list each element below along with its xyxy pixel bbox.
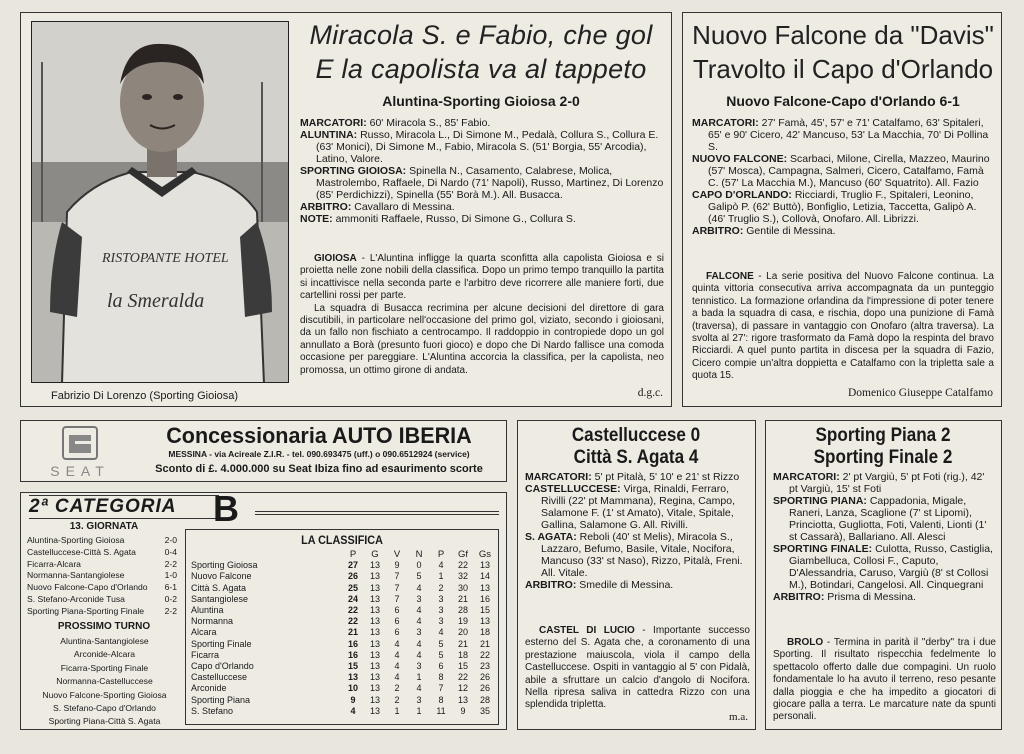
stat-cell: 13 <box>369 571 380 582</box>
report-line: NUOVO FALCONE: Scarbaci, Milone, Cirella, Mazzeo, Maurino (57' Mosca), Campagna, Salmeri, Cicero, Catalfamo, Famà C. (57' La Macchia M.), Mancuso (60' Squatrito). All. Fazio <box>692 153 990 189</box>
report-line: SPORTING GIOIOSA: Spinella N., Casamento, Calabrese, Molica, Mastrolembo, Raffaele, Di Nardo (71' Napoli), Russo, Martinez, Di Lorenzo (85' Perdichizzi), Spinella (55' Borà M.). All. Busacca. <box>300 165 664 201</box>
article-nuovo-falcone <box>682 12 1002 407</box>
team-name: Sporting Gioiosa <box>191 560 258 571</box>
result-row: Castelluccese-Città S. Agata 0-4 <box>27 546 177 557</box>
standings-row <box>188 639 496 650</box>
col-header: Gf <box>457 549 469 560</box>
col-header: P <box>437 549 445 560</box>
stat-cell: 1 <box>416 672 422 683</box>
stat-cell: 6 <box>394 616 400 627</box>
stat-cell: 6 <box>394 605 400 616</box>
article1-body <box>300 253 664 377</box>
stat-cell: 32 <box>457 571 468 582</box>
report-line: S. AGATA: Reboli (40' st Melis), Miracola S., Lazzaro, Befumo, Basile, Vitale, Nocifora, Mancuso (33' st Naso), Rizzo, Pitalà, Freni. All. Vitale. <box>525 531 743 579</box>
stat-cell: 21 <box>457 593 468 604</box>
stat-cell: 7 <box>394 582 400 593</box>
stat-cell: 4 <box>394 672 400 683</box>
stat-cell: 22 <box>457 672 468 683</box>
article1-title-line1: Miracola S. e Fabio, che gol <box>309 20 653 50</box>
article3-title-line1: Castelluccese 0 <box>571 425 701 446</box>
stat-cell: 10 <box>347 683 358 694</box>
stat-cell: 1 <box>416 705 422 716</box>
stat-cell: 13 <box>369 672 380 683</box>
standings-row <box>188 594 496 605</box>
stat-cell: 28 <box>479 694 490 705</box>
stat-cell: 3 <box>416 593 422 604</box>
stat-cell: 2 <box>438 582 444 593</box>
result-row: Aluntina-Sporting Gioiosa 2-0 <box>27 535 177 545</box>
article-aluntina <box>20 12 672 407</box>
stat-cell: 4 <box>394 638 400 649</box>
stat-cell: 9 <box>460 705 466 716</box>
stat-cell: 6 <box>438 661 444 672</box>
standings-row <box>188 583 496 594</box>
team-name: Arconide <box>191 683 227 694</box>
stat-cell: 16 <box>347 638 358 649</box>
stat-cell: 25 <box>347 582 358 593</box>
stat-cell: 19 <box>457 616 468 627</box>
stat-cell: 18 <box>479 627 490 638</box>
stat-cell: 4 <box>438 627 444 638</box>
standings-row <box>188 560 496 571</box>
stat-cell: 22 <box>347 605 358 616</box>
article4-body <box>773 637 996 724</box>
article1-match: Aluntina-Sporting Gioiosa 2-0 <box>382 93 580 109</box>
round-title: 13. GIORNATA <box>69 521 139 532</box>
standings-row <box>188 661 496 672</box>
ad-promo: Sconto di £. 4.000.000 su Seat Ibiza fino ad esaurimento scorte <box>155 463 483 475</box>
stat-cell: 9 <box>394 560 400 571</box>
standings-row <box>188 695 496 706</box>
article3-report <box>525 471 750 591</box>
stat-cell: 35 <box>479 705 490 716</box>
stat-cell: 22 <box>457 560 468 571</box>
report-line: MARCATORI: 27' Famà, 45', 57' e 71' Catalfamo, 63' Spitaleri, 65' e 90' Cicero, 42' Mancuso, 53' La Macchia, 70' Di Pollina S. <box>692 117 989 153</box>
stat-cell: 4 <box>416 616 422 627</box>
article3-body <box>525 625 750 712</box>
stat-cell: 13 <box>369 705 380 716</box>
stat-cell: 13 <box>457 694 468 705</box>
article1-body-p2: La squadra di Busacca recrimina per alcune decisioni del direttore di gara discutibili, in particolare nell'occasione del primo gol, viziato, secondo i gioiosani, da un fallo non fischiato a centrocampo. Il raddoppio in contropiede dopo un gol annullato a Borà (presunto fuori gioco) e dopo che Di Nardo fallisce una comoda occasione per pareggiare. L'Aluntina accorcia la classifica, per la capolista, neo promossa, un ottimo girone di andata. <box>300 302 664 376</box>
article1-report <box>300 117 664 225</box>
team-name: Sporting Finale <box>191 638 252 649</box>
stat-cell: 4 <box>416 638 422 649</box>
article2-body <box>692 271 994 383</box>
stat-cell: 1 <box>438 571 444 582</box>
report-line: ARBITRO: Smedile di Messina. <box>525 579 674 591</box>
stat-cell: 15 <box>457 661 468 672</box>
team-name: Nuovo Falcone <box>191 571 252 582</box>
article4-report <box>773 471 996 603</box>
standings-row <box>188 627 496 638</box>
col-header: G <box>371 549 379 560</box>
stat-cell: 24 <box>347 593 358 604</box>
stat-cell: 2 <box>394 694 400 705</box>
report-line: NOTE: ammoniti Raffaele, Russo, Di Simone G., Collura S. <box>300 213 576 225</box>
next-round-list <box>27 635 182 729</box>
stat-cell: 8 <box>438 672 444 683</box>
stat-cell: 13 <box>369 638 380 649</box>
stat-cell: 3 <box>416 627 422 638</box>
categoria-heading <box>29 495 219 519</box>
stat-cell: 12 <box>457 683 468 694</box>
stat-cell: 3 <box>438 605 444 616</box>
article2-title-line2: Travolto il Capo d'Orlando <box>692 54 994 84</box>
stat-cell: 13 <box>369 661 380 672</box>
next-match: Aluntina-Santangiolese <box>60 636 149 646</box>
stat-cell: 13 <box>369 683 380 694</box>
standings-table <box>188 549 496 717</box>
next-match: S. Stefano-Capo d'Orlando <box>53 703 156 714</box>
stat-cell: 26 <box>479 683 490 694</box>
categoria-group-letter: B <box>213 488 239 529</box>
stat-cell: 4 <box>416 683 422 694</box>
stat-cell: 9 <box>350 694 356 705</box>
team-name: Santangiolese <box>191 593 249 604</box>
report-line: ARBITRO: Cavallaro di Messina. <box>300 201 455 213</box>
stat-cell: 22 <box>347 616 358 627</box>
stat-cell: 23 <box>479 661 490 672</box>
stat-cell: 5 <box>438 638 444 649</box>
stat-cell: 11 <box>436 705 446 716</box>
stat-cell: 13 <box>369 649 380 660</box>
team-name: Sporting Piana <box>191 694 251 705</box>
svg-text:la Smeralda: la Smeralda <box>107 290 205 312</box>
col-header: N <box>415 549 423 560</box>
results-list <box>27 535 177 618</box>
stat-cell: 27 <box>347 560 358 571</box>
result-row: Ficarra-Alcara 2-2 <box>27 558 177 569</box>
stat-cell: 6 <box>394 627 400 638</box>
standings-row <box>188 706 496 717</box>
article2-match: Nuovo Falcone-Capo d'Orlando 6-1 <box>726 93 960 109</box>
stat-cell: 13 <box>369 694 380 705</box>
stat-cell: 5 <box>416 571 422 582</box>
seat-logo <box>35 425 125 479</box>
team-name: Capo d'Orlando <box>191 661 254 672</box>
next-match: Ficarra-Sporting Finale <box>60 662 149 673</box>
article4-title-line1: Sporting Piana 2 <box>815 425 951 446</box>
standings-row <box>188 571 496 582</box>
ad-address: MESSINA - via Acireale Z.I.R. - tel. 090.693475 (uff.) o 090.6512924 (service) <box>168 449 470 459</box>
stat-cell: 26 <box>479 672 490 683</box>
standings-header-row <box>188 549 496 560</box>
report-line: MARCATORI: 5' pt Pitalà, 5' 10' e 21' st Rizzo <box>525 471 740 483</box>
report-line: MARCATORI: 60' Miracola S., 85' Fabio. <box>300 117 491 129</box>
stat-cell: 4 <box>416 605 422 616</box>
player-photo <box>31 21 289 383</box>
report-line: SPORTING FINALE: Culotta, Russo, Castiglia, Giambelluca, Collosi F., Caputo, D'Alessandria, Caruso, Vargiù (8' st Collosi M.), Botindari, Cangelosi. All. Cinquegrani <box>773 543 993 591</box>
report-line: CAPO D'ORLANDO: Ricciardi, Truglio F., Spitaleri, Leonino, Galipò P. (62' Buttò), Bonfiglio, Letizia, Taccetta, Galipò A. (46' Truglio S.), Collovà, Onofaro. All. Librizzi. <box>692 189 977 225</box>
team-name: Aluntina <box>191 605 224 616</box>
col-header: P <box>349 549 357 560</box>
team-name: Alcara <box>191 627 217 638</box>
stat-cell: 13 <box>369 560 380 571</box>
standings-row <box>188 605 496 616</box>
standings-row <box>188 683 496 694</box>
next-match: Arconide-Alcara <box>73 649 136 660</box>
stat-cell: 5 <box>438 649 444 660</box>
stat-cell: 14 <box>479 571 490 582</box>
report-line: MARCATORI: 2' pt Vargiù, 5' pt Foti (rig.), 42' pt Vargiù, 15' st Foti <box>773 471 985 495</box>
stat-cell: 16 <box>479 593 490 604</box>
stat-cell: 13 <box>369 582 380 593</box>
player-photo-image <box>32 22 289 383</box>
article1-body-p1: GIOIOSA - L'Aluntina infligge la quarta sconfitta alla capolista Gioiosa e si proietta nelle zone nobili della classifica. Dopo un primo tempo tranquillo la partita si incattivisce nella seconda parte e l'arbitro deve ricorrere alle maniere forti, due cartellini rossi per parte. <box>300 253 664 302</box>
stat-cell: 13 <box>347 672 358 683</box>
article1-title-line2: E la capolista va al tappeto <box>315 54 647 84</box>
article-castelluccese <box>517 420 756 730</box>
stat-cell: 2 <box>394 683 400 694</box>
standings-box <box>185 529 499 725</box>
report-line: ARBITRO: Gentile di Messina. <box>692 225 836 237</box>
stat-cell: 3 <box>438 593 444 604</box>
result-row: Sporting Piana-Sporting Finale 2-2 <box>27 605 177 616</box>
stat-cell: 4 <box>350 705 356 716</box>
stat-cell: 7 <box>438 683 444 694</box>
result-row: Nuovo Falcone-Capo d'Orlando 6-1 <box>27 582 177 593</box>
next-match: Normanna-Castelluccese <box>56 676 153 687</box>
stat-cell: 22 <box>479 649 490 660</box>
standings-title: LA CLASSIFICA <box>301 533 383 547</box>
categoria-b-box <box>20 488 507 730</box>
stat-cell: 3 <box>438 616 444 627</box>
stat-cell: 7 <box>394 593 400 604</box>
team-name: Città S. Agata <box>191 582 247 593</box>
stat-cell: 13 <box>369 627 380 638</box>
article2-title-line1: Nuovo Falcone da "Davis" <box>692 20 994 50</box>
stat-cell: 13 <box>369 616 380 627</box>
article3-title-line2: Città S. Agata 4 <box>573 447 699 468</box>
stat-cell: 13 <box>479 560 490 571</box>
stat-cell: 21 <box>347 627 358 638</box>
stat-cell: 30 <box>457 582 468 593</box>
categoria-rule <box>255 511 499 515</box>
col-header: Gs <box>478 549 492 560</box>
team-name: Normanna <box>191 616 234 627</box>
report-line: ARBITRO: Prisma di Messina. <box>773 591 916 603</box>
next-round-title: PROSSIMO TURNO <box>57 621 151 632</box>
stat-cell: 0 <box>416 560 422 571</box>
stat-cell: 1 <box>394 705 400 716</box>
ad-auto-iberia <box>20 420 507 482</box>
article4-title-line2: Sporting Finale 2 <box>813 447 953 468</box>
stat-cell: 20 <box>457 627 468 638</box>
result-row: S. Stefano-Arconide Tusa 0-2 <box>27 593 177 604</box>
article3-signature: m.a. <box>729 711 748 723</box>
report-line: CASTELLUCCESE: Virga, Rinaldi, Ferraro, Rivilli (22' pt Mammana), Regina, Campo, Salamone F. (1' st Amato), Vitale, Spitale, Gallina, Salamone G. All. Rivilli. <box>525 483 735 531</box>
report-line: ALUNTINA: Russo, Miracola L., Di Simone M., Pedalà, Collura S., Collura E. (63' Monici), Di Simone M., Fabio, Miracola S. (51' Borgia, 55' Arcodia), Latino, Valore. <box>300 129 659 165</box>
stat-cell: 21 <box>457 638 468 649</box>
stat-cell: 26 <box>347 571 358 582</box>
col-header: V <box>393 549 401 560</box>
stat-cell: 3 <box>416 694 422 705</box>
team-name: Castelluccese <box>191 672 248 683</box>
stat-cell: 15 <box>347 661 358 672</box>
seat-logo-text: SEAT <box>50 463 110 479</box>
article2-report <box>692 117 994 237</box>
stat-cell: 4 <box>394 649 400 660</box>
stat-cell: 13 <box>369 605 380 616</box>
standings-row <box>188 650 496 661</box>
stat-cell: 4 <box>416 582 422 593</box>
ad-title: Concessionaria AUTO IBERIA <box>166 423 472 448</box>
stat-cell: 4 <box>416 649 422 660</box>
stat-cell: 28 <box>457 605 468 616</box>
categoria-heading-text: 2ª CATEGORIA <box>29 496 177 517</box>
stat-cell: 15 <box>479 605 490 616</box>
stat-cell: 13 <box>479 616 490 627</box>
stat-cell: 13 <box>369 593 380 604</box>
stat-cell: 16 <box>347 649 358 660</box>
stat-cell: 13 <box>479 582 490 593</box>
article2-body-p1: FALCONE - La serie positiva del Nuovo Falcone continua. La quinta vittoria consecutiva arriva accompagnata da un punteggio tennistico. La formazione orlandina da l'impressione di poter tenere a bada la squadra di casa, e rischia, dopo una punizione di Famà (traversa), di passare in vantaggio con Onofaro (altra traversa). La svolta al 27': rigore trasformato da Famà dopo la respinta del bravo Ricciardi. A quel punto partita in discesa per la squadra di Fazio, Cicero compie un'altra doppietta e Catalfamo con la tripletta sale a quota 15. <box>692 271 994 382</box>
article2-signature: Domenico Giuseppe Catalfamo <box>848 387 993 399</box>
stat-cell: 3 <box>416 661 422 672</box>
stat-cell: 4 <box>438 560 444 571</box>
article4-body-p1: BROLO - Termina in parità il "derby" tra i due Sporting. Il risultato rispecchia fedelmente lo spettacolo offerto dalle due compagini. Un ruolo fondamentale lo ha avuto il terreno, reso pesante dalla pioggia e che ha impedito a giocatori di giocare palla a terra. Le marcature nate da spunti personali. <box>773 637 996 723</box>
result-row: Normanna-Santangiolese 1-0 <box>27 570 177 581</box>
next-match: Nuovo Falcone-Sporting Gioiosa <box>42 689 167 700</box>
photo-caption: Fabrizio Di Lorenzo (Sporting Gioiosa) <box>51 390 239 402</box>
report-line: SPORTING PIANA: Cappadonia, Migale, Raneri, Lanza, Scaglione (7' st Lipomi), Princiotta, Gugliotta, Foti, Valenti, Lionti (1' st Cassarà), Ballariano. All. Alesci <box>773 495 987 543</box>
svg-text:RISTOPANTE HOTEL: RISTOPANTE HOTEL <box>102 251 229 266</box>
article1-signature: d.g.c. <box>637 387 663 399</box>
standings-row <box>188 616 496 627</box>
next-match: Sporting Piana-Città S. Agata <box>48 716 161 727</box>
team-name: Ficarra <box>191 649 220 660</box>
team-name: S. Stefano <box>191 705 234 716</box>
stat-cell: 21 <box>479 638 490 649</box>
article3-body-p1: CASTEL DI LUCIO - Importante successo esterno del S. Agata che, a coronamento di una prestazione maiuscola, viola il campo della Castelluccese. Ospiti in vantaggio al 5' con Pidalà, abile a sfruttare un calcio d'angolo di Nocifora. Nella ripresa saliva in cattedra Rizzo con una splendida tripletta. <box>525 625 750 711</box>
stat-cell: 18 <box>457 649 468 660</box>
stat-cell: 4 <box>394 661 400 672</box>
stat-cell: 7 <box>394 571 400 582</box>
stat-cell: 8 <box>438 694 444 705</box>
standings-row <box>188 672 496 683</box>
article-sporting-piana <box>765 420 1002 730</box>
